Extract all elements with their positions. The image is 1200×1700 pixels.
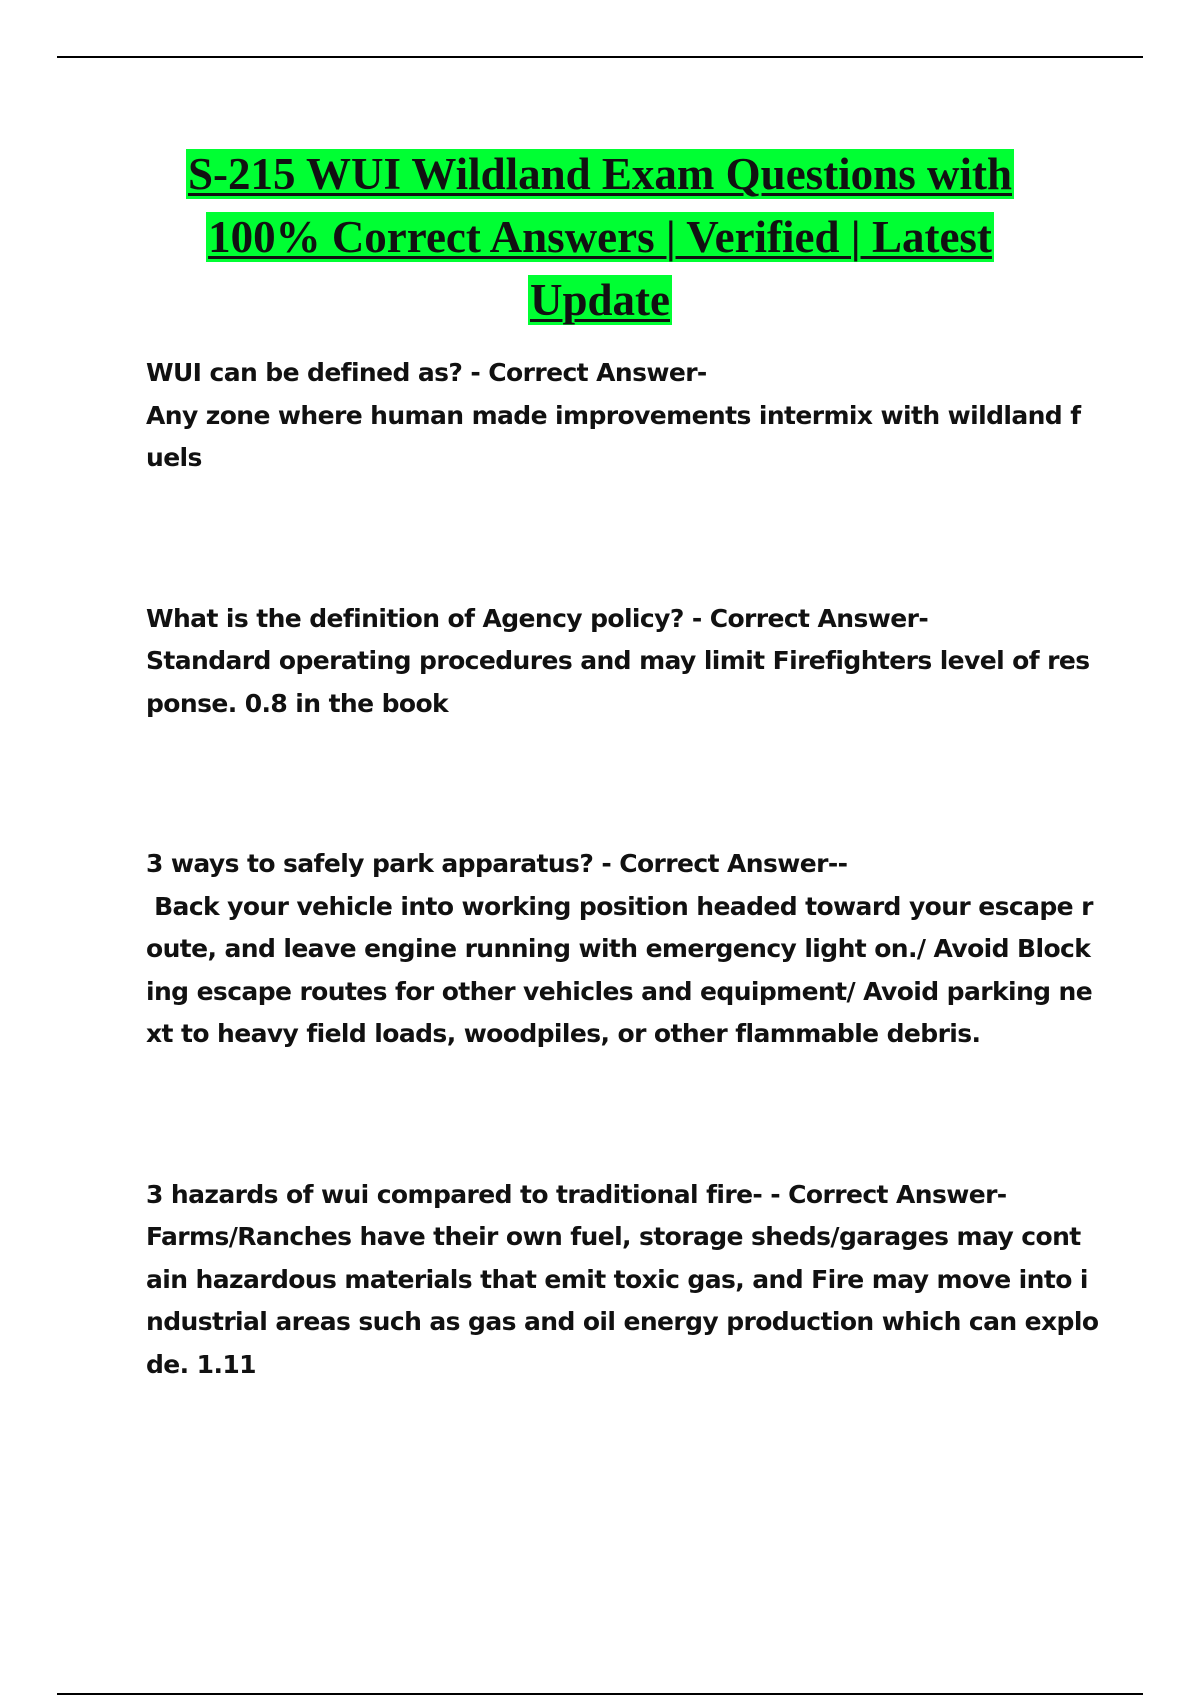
answer-line: uels: [146, 443, 202, 472]
question-line: 3 hazards of wui compared to traditional fire- - Correct Answer-: [146, 1179, 1007, 1209]
title-line: 100% Correct Answers | Verified | Latest: [208, 212, 992, 262]
answer-line: Back your vehicle into working position headed toward your escape r: [146, 891, 1093, 921]
question-line: WUI can be defined as? - Correct Answer-: [146, 358, 707, 387]
question-line: What is the definition of Agency policy? - Correct Answer-: [146, 603, 929, 633]
qa-item: [146, 1174, 1099, 1387]
answer-line: ndustrial areas such as gas and oil energy production which can explo: [146, 1307, 1099, 1336]
answer-line: Any zone where human made improvements intermix with wildland f: [146, 400, 1081, 430]
title-line: S-215 WUI Wildland Exam Questions with: [188, 149, 1012, 199]
qa-item: [146, 598, 1096, 726]
answer-line: Standard operating procedures and may limit Firefighters level of res: [146, 646, 1090, 675]
qa-list: [146, 352, 1099, 1386]
answer-line: Farms/Ranches have their own fuel, storage sheds/garages may cont: [146, 1222, 1081, 1251]
document-title: [120, 143, 1080, 332]
answer-line: xt to heavy field loads, woodpiles, or other flammable debris.: [146, 1019, 981, 1048]
question-line: 3 ways to safely park apparatus? - Correct Answer--: [146, 849, 848, 878]
qa-item: [146, 352, 1096, 480]
top-rule: [57, 56, 1143, 58]
answer-line: oute, and leave engine running with emergency light on./ Avoid Block: [146, 934, 1091, 963]
answer-line: ain hazardous materials that emit toxic gas, and Fire may move into i: [146, 1264, 1088, 1294]
bottom-rule: [57, 1693, 1143, 1695]
answer-line: ponse. 0.8 in the book: [146, 688, 449, 718]
answer-line: de. 1.11: [146, 1349, 256, 1379]
title-line: Update: [529, 275, 670, 325]
qa-item: [146, 843, 1096, 1056]
answer-line: ing escape routes for other vehicles and equipment/ Avoid parking ne: [146, 976, 1093, 1006]
